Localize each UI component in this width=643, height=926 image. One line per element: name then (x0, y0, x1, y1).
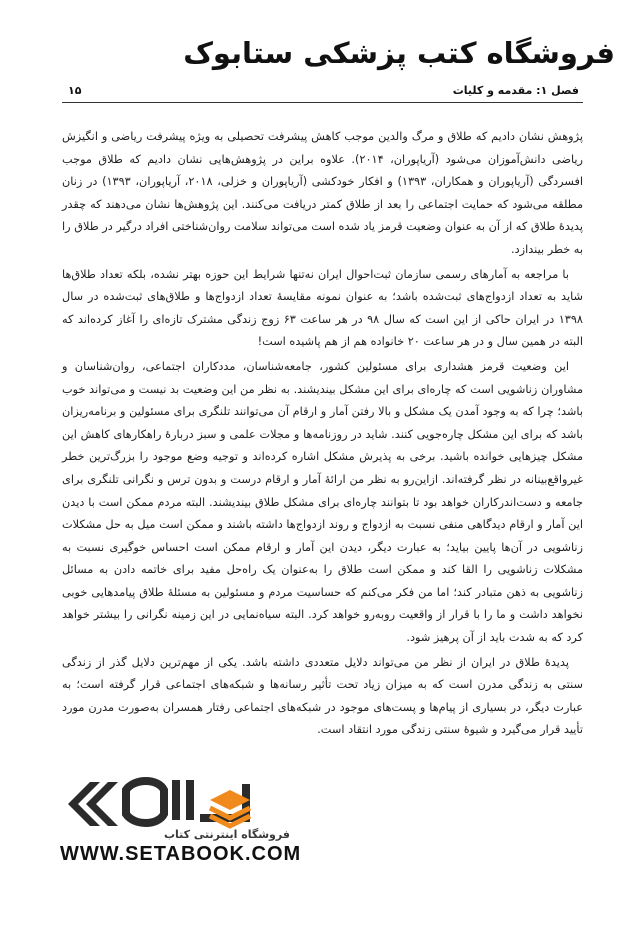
paragraph: پدیدهٔ طلاق در ایران از نظر من می‌تواند دلایل متعددی داشته باشد. یکی از مهم‌ترین دلایل گذر از زندگی سنتی به زندگی مدرن است که به میزان زیاد تحت تأثیر رسانه‌ها و شبکه‌های اجتماعی قرار گرفته است؛ به عبارت دیگر، در بسیاری از پیام‌ها و پست‌های موجود در شبکه‌های اجتماعی رفتار همسران به‌صورت مدرن مورد تأیید قرار می‌گیرد و شیوهٔ سنتی زندگی مورد انتقاد است. (62, 655, 583, 737)
logo-subtitle: فروشگاه اینترنتی کتاب (164, 828, 290, 841)
paragraph: این وضعیت قرمز هشداری برای مسئولین کشور، جامعه‌شناسان، مددکاران اجتماعی، روان‌شناسان و مشاوران زناشویی است که چاره‌ای برای این مشکل بیندیشند. به نظر من این وضعیت بد نیست و می‌تواند خوب باشد؛ چرا که به وجود آمدن یک مشکل و بالا رفتن آمار و ارقام آن می‌توانند تلنگری برای مسئولین و برنامه‌ریزان باشد که برای این مشکل چاره‌جویی کنند. شاید در روزنامه‌ها و مجلات علمی و سبز دربارهٔ راهکارهای کاهش این مشکل چیزهایی خوانده باشید. برخی به پذیرش مشکل اشاره کرده‌اند و توجیه وضع موجود را بزرگ‌ترین خطر غیرواقع‌بینانه در نظر گرفته‌اند. ازاین‌رو به نظر من ارائهٔ آمار و ارقام درست و بدون ترس و نگرانی تلنگری برای جامعه و دست‌اندرکاران خواهد بود تا بتوانند چاره‌ای برای مشکل طلاق بیندیشند. البته مردم ممکن است با دیدن این آمار و ارقام دیدگاهی منفی نسبت به ازدواج و روند ازدواج‌ها داشته باشند و ممکن است میل به حل مشکلات زناشویی در آن‌ها پایین بیاید؛ به عبارت دیگر، دیدن این آمار و ارقام ممکن است احساس خوگیری نسبت به مشکلات زناشویی را القا کند و ممکن است طلاق را به‌عنوان یک راه‌حل مفید برای خاتمه دادن به مسائل زناشویی به ذهن متبادر کند؛ اما من فکر می‌کنم که حساسیت مردم و مسئولین به مسئلهٔ طلاق پیامدهایی خوبی نخواهد داشت و ما را با قرار از واقعیت روبه‌رو خواهد کرد. البته سیاه‌نمایی در این زمینه نگرانی را بیشتر خواهد کرد که به شدت باید از آن پرهیز شود. (62, 359, 583, 645)
website-url: WWW.SETABOOK.COM (60, 843, 302, 865)
body-text (62, 126, 583, 744)
page-number: ۱۵ (68, 84, 82, 97)
store-title: فروشگاه کتب پزشکی ستابوک (183, 36, 615, 70)
chapter-title: فصل ۱: مقدمه و کلیات (452, 84, 579, 97)
header-rule (62, 102, 583, 103)
paragraph: پژوهش نشان دادیم که طلاق و مرگ والدین موجب کاهش پیشرفت تحصیلی به ویژه پیشرفت ریاضی و انگیزش ریاضی دانش‌آموزان می‌شود (آریاپوران، ۲۰۱۴). علاوه براین در پژوهش‌هایی نشان دادیم که طلاق موجب افسردگی (آریاپوران و همکاران، ۱۳۹۳) و افکار خودکشی (آریاپوران و خزلی، ۲۰۱۸، آریاپوران، ۱۳۹۳) در زنان مطلقه می‌شود که حمایت اجتماعی را بعد از طلاق کمتر دریافت می‌کنند. این پژوهش‌ها نشان می‌دهند که چقدر پدیدهٔ طلاق که از آن به عنوان وضعیت قرمز یاد شده است می‌تواند سلامت روان‌شناختی افراد درگیر در طلاق را به خطر بیندازد. (62, 130, 583, 256)
paragraph: با مراجعه به آمارهای رسمی سازمان ثبت‌احوال ایران نه‌تنها شرایط این حوزه بهتر نشده، بلکه تعداد طلاق‌ها شاید به تعداد ازدواج‌های ثبت‌شده باشد؛ به عنوان نمونه مقایسهٔ تعداد ازدواج‌ها و طلاق‌های ثبت‌شده در سال ۱۳۹۸ در ایران حاکی از این است که سال ۹۸ در هر ساعت ۶۳ زوج زندگی مشترک تازه‌ای را آغاز کرده‌اند که البته در همین سال و در هر ساعت ۲۰ خانواده هم از هم پاشیده است! (62, 267, 583, 349)
running-head (68, 84, 579, 100)
